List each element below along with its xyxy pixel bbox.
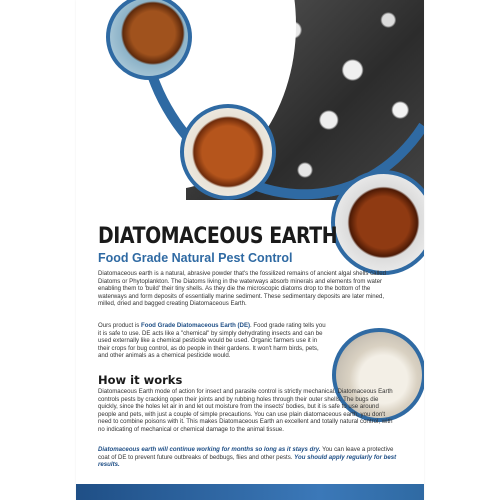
- page-subtitle: Food Grade Natural Pest Control: [98, 251, 293, 265]
- flyer-page: [76, 0, 424, 500]
- closing-middle: You can leave a protective coat of DE to prevent future outbreaks of bedbugs, flies and other pests.: [98, 446, 394, 461]
- product-name: Food Grade Diatomaceous Earth (DE): [141, 322, 251, 329]
- product-paragraph: [98, 322, 326, 360]
- closing-emphasis: Diatomaceous earth will continue working for months so long as it stays dry.: [98, 446, 321, 453]
- footer-bar: [76, 484, 424, 500]
- product-rest: . Food grade rating tells you it is safe to use. DE acts like a "chemical" by simply dehydrating insects and can be used externally like a chemical pesticide would be used. Organic farmers use it in their crops for bug control, as do people in their gardens. It won't harm birds, pets, and other animals as a chemical pesticide would.: [98, 322, 326, 360]
- how-it-works-paragraph: Diatomaceous Earth mode of action for insect and parasite control is strictly mechanical. Diatomaceous Earth controls pests by cracking open their joints and by rubbing holes through their outer shells. The bugs die quickly, since the holes let air in and let out moisture from the insects' bodies, but it is safe to use around people and pets, with just a couple of simple precautions. You can use plain diatomaceous earth, you don't need to combine poisons with it. This makes Diatomaceous Earth an excellent and totally natural control, with no indicating of mechanical or chemical damage to the animal tissue.: [98, 388, 393, 433]
- closing-paragraph: [98, 446, 398, 469]
- product-lead: Ours product is: [98, 322, 142, 329]
- cockroach-image: [331, 170, 424, 275]
- how-it-works-heading: How it works: [98, 373, 183, 387]
- bedbug-image: [180, 104, 276, 200]
- closing-emphasis-end: You should apply regularly for best results.: [98, 453, 397, 469]
- page-title: DIATOMACEOUS EARTH: [98, 224, 338, 249]
- intro-paragraph: Diatomaceous earth is a natural, abrasive powder that's the fossilized remains of ancient algal shells called Diatoms or Phytoplankton. The Diatoms living in the waterways absorb minerals and elements from water enabling them to 'build' their tiny shells. As they die the microscopic diatoms drop to the bottom of the waterways and form deposits of essentially marine sediment. These sedimentary deposits are later mined, milled, dried and bagged creating Diatomaceous Earth.: [98, 270, 387, 308]
